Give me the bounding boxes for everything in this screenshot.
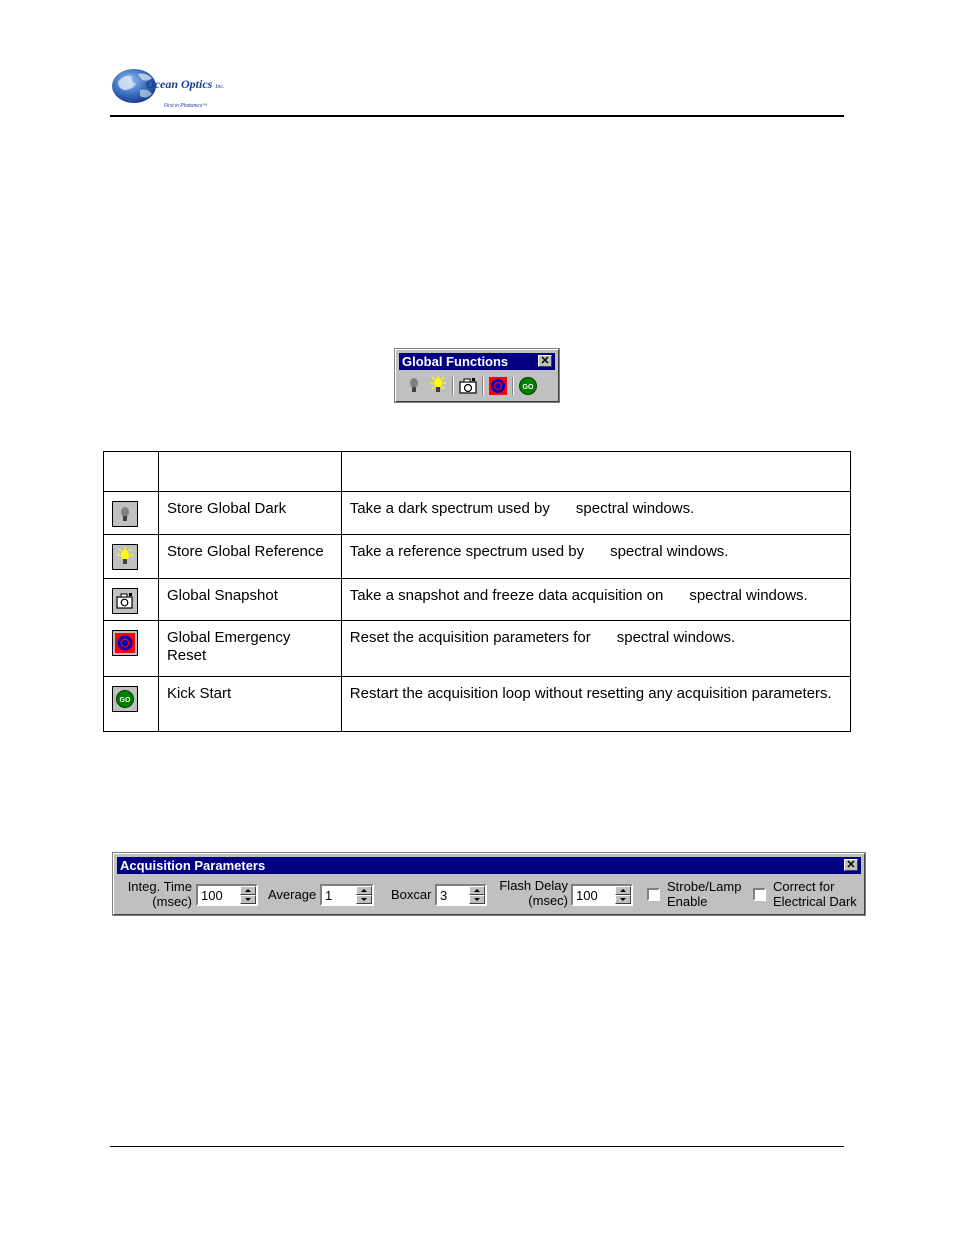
header-rule (110, 115, 844, 117)
dark-bulb-icon[interactable] (404, 376, 424, 396)
description-text: Take a reference spectrum used by (349, 543, 585, 560)
strobe-lamp-label-line: Strobe/Lamp (667, 879, 742, 894)
camera-icon[interactable] (458, 376, 478, 396)
table-header-cell (341, 452, 850, 492)
function-name: Store Global Dark (158, 492, 341, 535)
acquisition-parameters-title: Acquisition Parameters (120, 858, 266, 873)
description-text: Take a snapshot and freeze data acquisition on (349, 587, 664, 604)
emergency-reset-icon (112, 630, 138, 656)
ocean-optics-logo (110, 66, 225, 112)
table-row (104, 492, 851, 535)
integ-time-input[interactable] (199, 887, 241, 903)
table-row (104, 535, 851, 579)
function-description (341, 677, 850, 732)
electrical-dark-label-line: Electrical Dark (773, 894, 857, 909)
logo-inc-text: Inc. (215, 84, 225, 90)
global-functions-titlebar (399, 353, 555, 370)
flash-delay-input[interactable] (574, 887, 616, 903)
function-description (341, 492, 850, 535)
function-name: Kick Start (158, 677, 341, 732)
emergency-reset-icon[interactable] (488, 376, 508, 396)
table-icon-cell (104, 677, 159, 732)
spin-up-icon[interactable] (356, 886, 372, 895)
toolbar-separator (482, 377, 484, 395)
spin-down-icon[interactable] (615, 895, 631, 904)
boxcar-spinbox[interactable] (435, 884, 487, 906)
flash-delay-label (498, 878, 568, 908)
average-input[interactable] (323, 887, 357, 903)
integ-time-unit: (msec) (152, 894, 192, 909)
camera-icon (112, 588, 138, 614)
toolbar-separator (512, 377, 514, 395)
logo-brand-text: Ocean Optics (146, 77, 213, 91)
integ-time-label (124, 879, 192, 909)
spin-down-icon[interactable] (469, 895, 485, 904)
description-text: spectral windows. (689, 587, 808, 604)
global-functions-window (395, 349, 559, 402)
table-header-cell (104, 452, 159, 492)
function-description (341, 621, 850, 677)
go-icon[interactable] (518, 376, 538, 396)
global-functions-table (103, 451, 851, 732)
average-label: Average (268, 887, 317, 902)
table-icon-cell (104, 621, 159, 677)
flash-delay-label-line: Flash Delay (499, 878, 568, 893)
spin-down-icon[interactable] (356, 895, 372, 904)
function-description (341, 579, 850, 621)
footer-rule (110, 1146, 844, 1147)
description-text: spectral windows. (575, 500, 695, 517)
table-icon-cell (104, 492, 159, 535)
boxcar-label: Boxcar (391, 887, 432, 902)
function-name: Global Snapshot (158, 579, 341, 621)
boxcar-input[interactable] (438, 887, 470, 903)
table-row (104, 579, 851, 621)
table-row (104, 677, 851, 732)
function-name: Store Global Reference (158, 535, 341, 579)
table-header-cell (158, 452, 341, 492)
electrical-dark-label-line: Correct for (773, 879, 835, 894)
description-text: Restart the acquisition loop without resetting any acquisition parameters. (349, 685, 832, 702)
strobe-lamp-label-line: Enable (667, 894, 708, 909)
table-row (104, 621, 851, 677)
lit-bulb-icon (112, 544, 138, 570)
description-text: spectral windows. (610, 543, 729, 560)
global-functions-title: Global Functions (402, 354, 509, 369)
function-name: Global Emergency Reset (158, 621, 341, 677)
function-description (341, 535, 850, 579)
dark-bulb-icon (112, 501, 138, 527)
average-spinbox[interactable] (320, 884, 374, 906)
integ-time-spinbox[interactable] (196, 884, 258, 906)
flash-delay-spinbox[interactable] (571, 884, 633, 906)
logo-tagline: First in Photonics™ (164, 103, 208, 109)
spin-up-icon[interactable] (469, 886, 485, 895)
spin-up-icon[interactable] (240, 886, 256, 895)
lit-bulb-icon[interactable] (428, 376, 448, 396)
toolbar-separator (452, 377, 454, 395)
strobe-lamp-label (667, 879, 741, 909)
description-text: Reset the acquisition parameters for (349, 629, 591, 646)
spin-down-icon[interactable] (240, 895, 256, 904)
acquisition-parameters-titlebar (117, 857, 861, 874)
description-text: Take a dark spectrum used by (349, 500, 550, 517)
table-icon-cell (104, 535, 159, 579)
svg-text:GO: GO (119, 697, 131, 704)
go-icon (112, 686, 138, 712)
close-icon[interactable]: ✕ (538, 355, 552, 367)
description-text: spectral windows. (616, 629, 736, 646)
strobe-lamp-checkbox[interactable] (647, 888, 660, 901)
integ-time-label-line: Integ. Time (127, 879, 192, 894)
flash-delay-unit: (msec) (528, 893, 568, 908)
table-icon-cell (104, 579, 159, 621)
close-icon[interactable]: ✕ (844, 859, 858, 871)
acquisition-parameters-window (113, 853, 865, 915)
svg-text:GO: GO (522, 384, 534, 391)
electrical-dark-checkbox[interactable] (753, 888, 766, 901)
electrical-dark-label (773, 879, 857, 909)
table-header-row (104, 452, 851, 492)
spin-up-icon[interactable] (615, 886, 631, 895)
